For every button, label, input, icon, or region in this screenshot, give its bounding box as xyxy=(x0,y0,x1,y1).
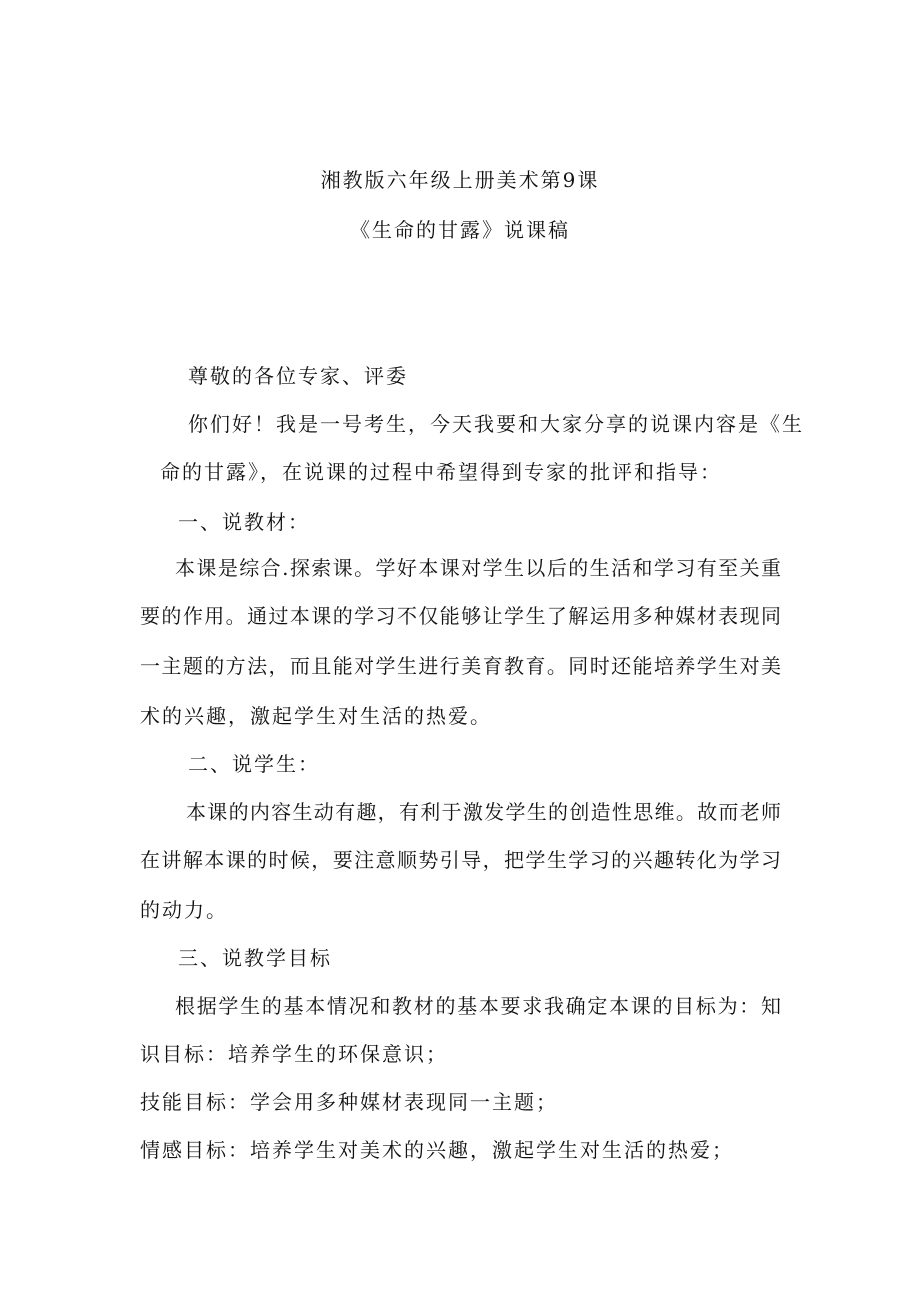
section-heading-students: 二、说学生： xyxy=(188,752,320,776)
intro-line-2: 命的甘露》，在说课的过程中希望得到专家的批评和指导： xyxy=(160,460,722,484)
intro-line-1: 你们好！我是一号考生，今天我要和大家分享的说课内容是《生 xyxy=(188,412,804,436)
paragraph-line: 一主题的方法，而且能对学生进行美育教育。同时还能培养学生对美 xyxy=(140,654,782,678)
document-title: 湘教版六年级上册美术第9课 xyxy=(320,168,600,192)
section-heading-textbook: 一、说教材： xyxy=(178,510,310,534)
objective-emotion: 情感目标：培养学生对美术的兴趣，激起学生对生活的热爱； xyxy=(140,1138,734,1162)
objective-knowledge: 识目标：培养学生的环保意识； xyxy=(140,1042,448,1066)
paragraph-line: 术的兴趣，激起学生对生活的热爱。 xyxy=(140,704,492,728)
document-subtitle: 《生命的甘露》说课稿 xyxy=(350,218,570,242)
greeting: 尊敬的各位专家、评委 xyxy=(188,364,408,388)
section-heading-objectives: 三、说教学目标 xyxy=(178,946,332,970)
paragraph-line: 根据学生的基本情况和教材的基本要求我确定本课的目标为：知 xyxy=(175,994,782,1018)
paragraph-line: 的动力。 xyxy=(140,898,228,922)
paragraph-line: 本课的内容生动有趣，有利于激发学生的创造性思维。故而老师 xyxy=(186,800,782,824)
paragraph-line: 要的作用。通过本课的学习不仅能够让学生了解运用多种媒材表现同 xyxy=(140,604,782,628)
objective-skill: 技能目标：学会用多种媒材表现同一主题； xyxy=(140,1090,558,1114)
paragraph-line: 本课是综合.探索课。学好本课对学生以后的生活和学习有至关重 xyxy=(175,556,782,580)
paragraph-line: 在讲解本课的时候，要注意顺势引导，把学生学习的兴趣转化为学习 xyxy=(140,848,782,872)
